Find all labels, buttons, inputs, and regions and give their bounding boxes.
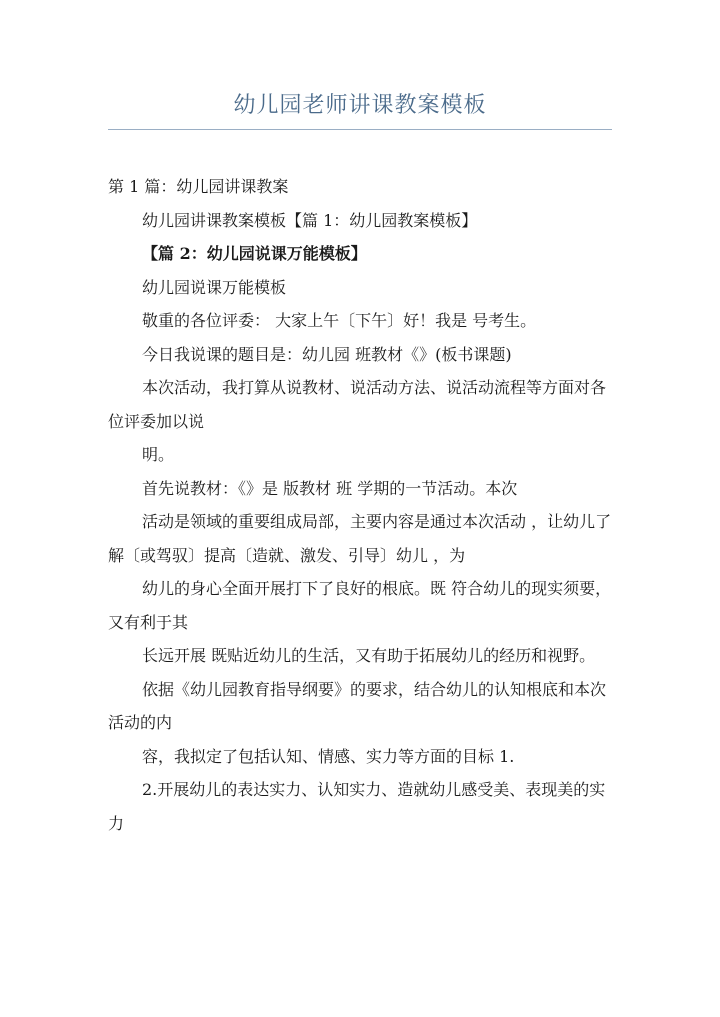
paragraph: 依据《幼儿园教育指导纲要》的要求，结合幼儿的认知根底和本次活动的内	[108, 679, 607, 732]
document-title: 幼儿园老师讲课教案模板	[233, 93, 487, 118]
paragraph: 2.开展幼儿的表达实力、认知实力、造就幼儿感受美、表现美的实力	[108, 780, 606, 833]
document-body	[108, 170, 612, 840]
paragraph: 本次活动，我打算从说教材、说活动方法、说活动流程等方面对各位评委加以说	[108, 378, 607, 431]
paragraph: 活动是领域的重要组成局部，主要内容是通过本次活动 ，让幼儿了解〔或驾驭〕提高〔造就、激发、引导〕幼儿 ，为	[108, 512, 612, 565]
paragraph: 今日我说课的题目是：幼儿园 班教材《》(板书课题)	[142, 344, 512, 364]
paragraph: 首先说教材：《》是 版教材 班 学期的一节活动。本次	[142, 478, 518, 498]
paragraph: 【篇 2：幼儿园说课万能模板】	[142, 244, 367, 263]
paragraph: 明。	[142, 445, 175, 464]
paragraph: 容，我拟定了包括认知、情感、实力等方面的目标 1.	[142, 746, 515, 766]
paragraph: 敬重的各位评委： 大家上午〔下午〕好！我是 号考生。	[142, 311, 537, 330]
title-divider	[108, 129, 612, 130]
paragraph: 第 1 篇：幼儿园讲课教案	[108, 177, 289, 196]
paragraph: 幼儿园讲课教案模板【篇 1：幼儿园教案模板】	[142, 210, 478, 230]
paragraph: 长远开展 既贴近幼儿的生活，又有助于拓展幼儿的经历和视野。	[142, 646, 596, 665]
paragraph: 幼儿园说课万能模板	[142, 277, 287, 297]
paragraph: 幼儿的身心全面开展打下了良好的根底。既 符合幼儿的现实须要，又有利于其	[108, 579, 612, 632]
